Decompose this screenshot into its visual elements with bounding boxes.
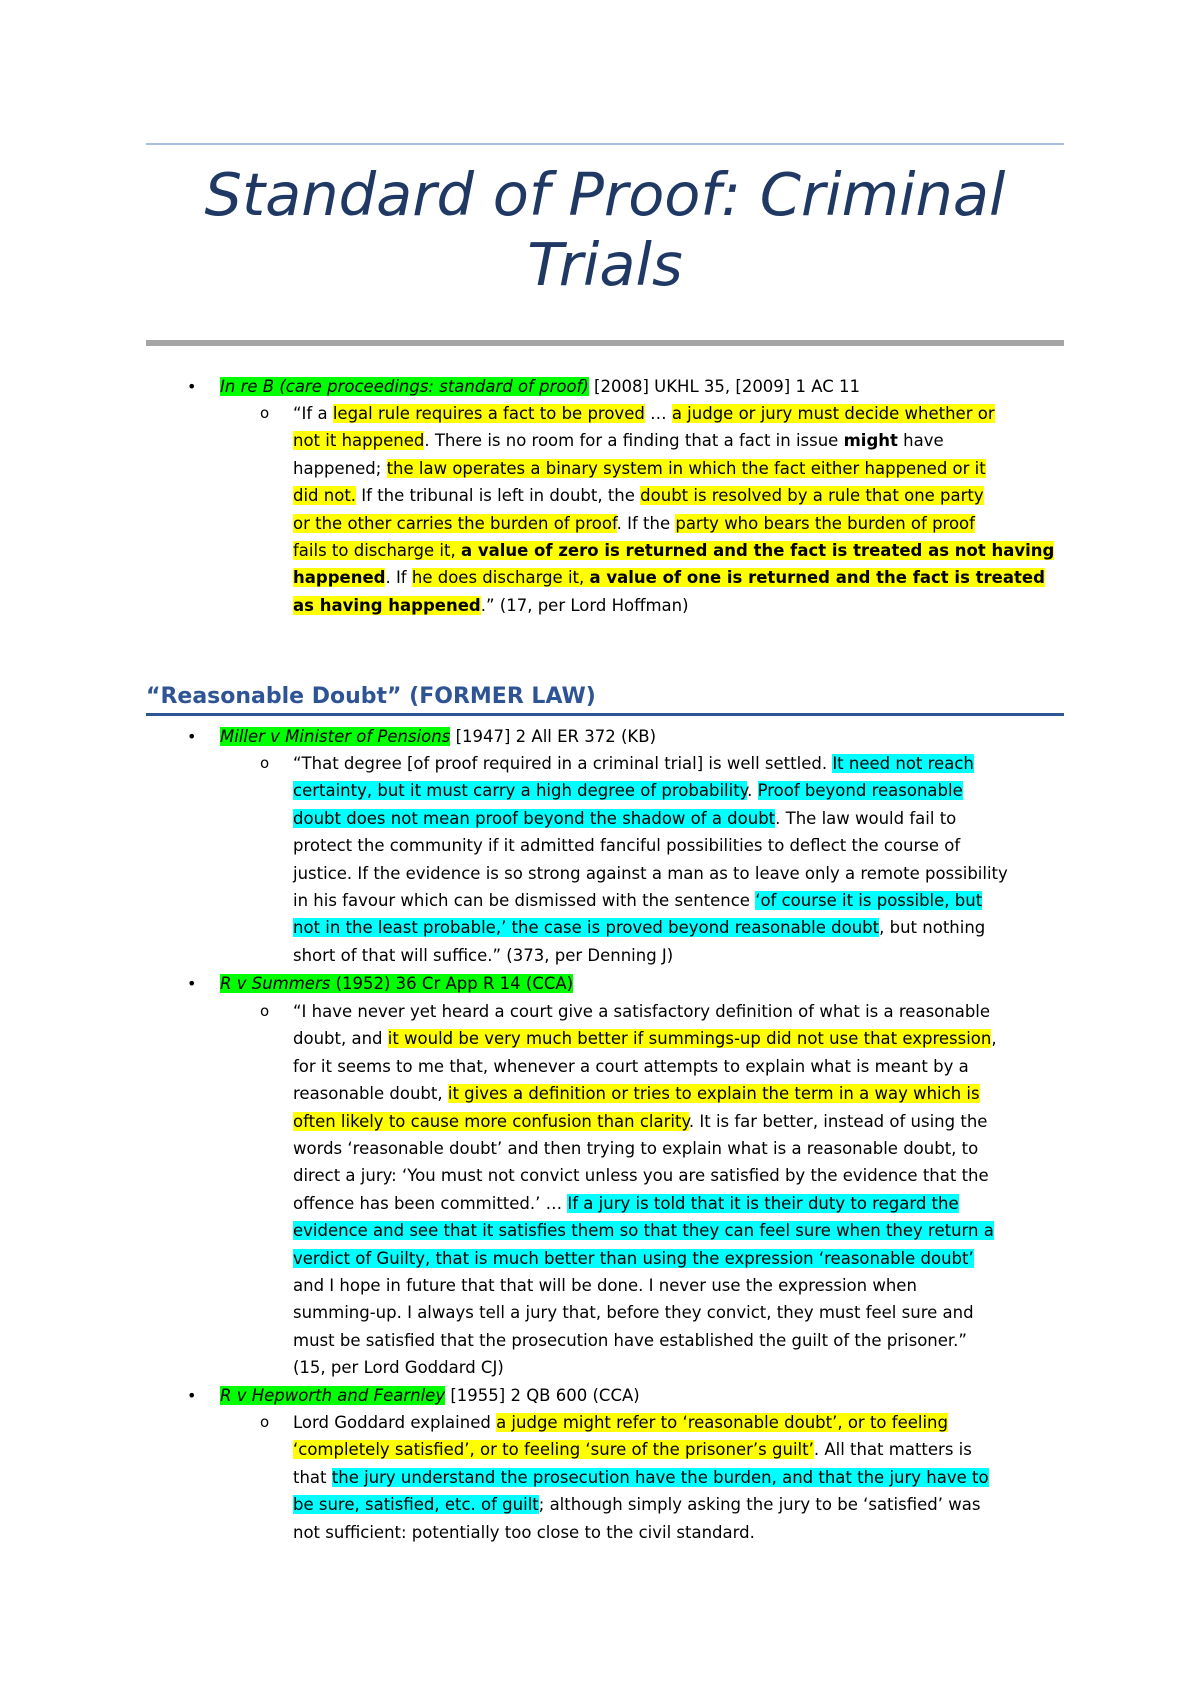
quote-line (293, 1272, 1063, 1299)
quote-line (293, 455, 1063, 482)
quote-text-run: it would be very much better if summings-up did not use that expression (387, 1029, 992, 1049)
section-heading-rule (146, 713, 1064, 716)
quote-line (293, 482, 1063, 509)
quote-line (293, 887, 1063, 914)
quote-line (293, 1519, 1063, 1546)
quote-line (293, 564, 1063, 591)
quote-line (293, 1190, 1063, 1217)
quote-text-run: ‘of course it is possible, but (755, 891, 983, 911)
case-citation: (1952) 36 Cr App R 14 (CCA) (330, 974, 574, 993)
quote-text-run: . The law would fail to (775, 808, 957, 828)
case-quote-hepworth (260, 1409, 1063, 1546)
case-name-highlight (220, 974, 573, 993)
quote-line (293, 1354, 1063, 1381)
quote-text-run: have (897, 431, 944, 451)
case-entry-summers (187, 970, 574, 997)
quote-text-run: protect the community if it admitted fanciful possibilities to deflect the course of (293, 836, 961, 856)
bullet-icon: • (187, 974, 197, 993)
quote-text-run: a judge might refer to ‘reasonable doubt’, or to feeling (496, 1413, 948, 1432)
title-underline-rule (146, 340, 1064, 346)
case-name: R v Summers (220, 974, 331, 993)
quote-text-run: happened; (293, 458, 387, 478)
quote-text-run: might (843, 431, 898, 451)
quote-line (293, 860, 1063, 887)
quote-text-run: a value of one is returned and the fact is treated (589, 568, 1045, 588)
case-entry-hepworth (187, 1382, 640, 1409)
quote-line (293, 510, 1063, 537)
quote-text-run: not it happened (293, 431, 425, 451)
quote-line (293, 1491, 1063, 1518)
quote-text-run: Proof beyond reasonable (757, 781, 963, 801)
quote-text-run: he does discharge it, (411, 568, 590, 588)
page-title (146, 160, 1064, 300)
case-name-text: R v Hepworth and Fearnley (220, 1386, 446, 1405)
sub-bullet-icon: o (260, 754, 270, 772)
quote-text-run: that (293, 1467, 332, 1487)
sub-bullet-icon: o (260, 1002, 270, 1020)
quote-line (293, 1327, 1063, 1354)
quote-text-run: fails to discharge it, (293, 541, 461, 561)
quote-line (293, 400, 1063, 427)
case-entry-in-re-b (187, 373, 860, 400)
quote-line (293, 942, 1063, 969)
quote-text-run: and I hope in future that that will be done. I never use the expression when (293, 1276, 917, 1296)
case-citation: [1955] 2 QB 600 (CCA) (445, 1386, 640, 1405)
quote-text-run: short of that will suffice.” (373, per Denning J) (293, 945, 674, 965)
quote-text-run: , but nothing (879, 918, 986, 938)
quote-text-run: or the other carries the burden of proof (293, 513, 617, 533)
quote-line (293, 1245, 1063, 1272)
case-name-text: Miller v Minister of Pensions (220, 727, 451, 746)
title-line-2: Trials (527, 230, 683, 299)
quote-text-run: legal rule requires a fact to be proved (332, 404, 645, 423)
quote-text-run: , (991, 1029, 997, 1049)
quote-line (293, 777, 1063, 804)
quote-text-run: … (644, 404, 672, 423)
quote-line (293, 1464, 1063, 1491)
quote-line (293, 832, 1063, 859)
case-name (220, 727, 450, 746)
quote-text-run: ‘completely satisfied’, or to feeling ‘sure of the prisoner’s guilt’ (293, 1440, 814, 1460)
quote-line (293, 1217, 1063, 1244)
case-citation: [2008] UKHL 35, [2009] 1 AC 11 (588, 377, 860, 396)
quote-line (293, 1299, 1063, 1326)
quote-text-run: happened (293, 568, 386, 588)
bullet-icon: • (187, 727, 197, 746)
quote-line (293, 1162, 1063, 1189)
quote-text-run: party who bears the burden of proof (675, 513, 975, 533)
quote-text-run: reasonable doubt, (293, 1084, 448, 1104)
quote-line (293, 1053, 1063, 1080)
quote-text-run: evidence and see that it satisfies them so that they can feel sure when they return a (293, 1221, 994, 1241)
quote-text-run: . (747, 781, 758, 801)
quote-text-run: it gives a definition or tries to explain the term in a way which is (447, 1084, 980, 1104)
quote-text-run: If a jury is told that it is their duty to regard the (567, 1193, 959, 1213)
quote-text-run: must be satisfied that the prosecution have established the guilt of the prisoner.” (293, 1330, 967, 1350)
quote-text-run: the jury understand the prosecution have the burden, and that the jury have to (331, 1467, 989, 1487)
quote-line (293, 805, 1063, 832)
quote-text-run: “That degree [of proof required in a criminal trial] is well settled. (293, 754, 833, 773)
quote-text-run: the law operates a binary system in which the fact either happened or it (386, 458, 986, 478)
quote-text-run: doubt does not mean proof beyond the shadow of a doubt (293, 808, 776, 828)
title-line-1: Standard of Proof: Criminal (204, 160, 1006, 229)
section-heading: “Reasonable Doubt” (FORMER LAW) (146, 684, 596, 709)
quote-line (293, 592, 1063, 619)
case-entry-miller (187, 723, 657, 750)
quote-text-run: certainty, but it must carry a high degree of probability (293, 781, 748, 801)
quote-line (293, 1135, 1063, 1162)
quote-text-run: “If a (293, 404, 333, 423)
quote-line (293, 427, 1063, 454)
quote-text-run: words ‘reasonable doubt’ and then trying to explain what is a reasonable doubt, to (293, 1139, 979, 1159)
quote-text-run: ; although simply asking the jury to be ‘satisfied’ was (538, 1495, 981, 1515)
quote-text-run: It need not reach (832, 754, 974, 773)
quote-text-run: . All that matters is (813, 1440, 972, 1460)
case-name (220, 377, 589, 396)
quote-text-run: for it seems to me that, whenever a court attempts to explain what is meant by a (293, 1056, 969, 1076)
quote-line (293, 1436, 1063, 1463)
case-quote-miller (260, 750, 1063, 969)
quote-text-run: If the tribunal is left in doubt, the (356, 486, 641, 506)
quote-text-run: doubt, and (293, 1029, 388, 1049)
quote-text-run: not sufficient: potentially too close to the civil standard. (293, 1522, 755, 1542)
quote-text-run: direct a jury: ‘You must not convict unless you are satisfied by the evidence that the (293, 1166, 989, 1186)
bullet-icon: • (187, 377, 197, 396)
quote-text-run: often likely to cause more confusion than clarity (293, 1111, 689, 1131)
sub-bullet-icon: o (260, 404, 270, 422)
quote-line (293, 998, 1063, 1025)
case-citation: [1947] 2 All ER 372 (KB) (450, 727, 657, 746)
quote-text-run: .” (17, per Lord Hoffman) (480, 595, 689, 615)
case-name (220, 1386, 445, 1405)
case-quote-in-re-b (260, 400, 1063, 619)
quote-text-run: Lord Goddard explained (293, 1413, 497, 1432)
quote-text-run: doubt is resolved by a rule that one party (640, 486, 984, 506)
quote-text-run: . If (385, 568, 412, 588)
quote-line (293, 537, 1063, 564)
quote-text-run: offence has been committed.’ … (293, 1193, 568, 1213)
quote-text-run: “I have never yet heard a court give a satisfactory definition of what is a reasonable (293, 1002, 991, 1021)
quote-line (293, 750, 1063, 777)
quote-text-run: a value of zero is returned and the fact is treated as not having (460, 541, 1055, 561)
quote-text-run: in his favour which can be dismissed with the sentence (293, 891, 756, 911)
quote-text-run: verdict of Guilty, that is much better than using the expression ‘reasonable doubt’ (293, 1248, 974, 1268)
case-name-text: In re B (care proceedings: standard of proof) (220, 377, 589, 396)
quote-line (293, 1080, 1063, 1107)
quote-text-run: justice. If the evidence is so strong against a man as to leave only a remote possibility (293, 863, 1008, 883)
quote-line (293, 914, 1063, 941)
quote-text-run: be sure, satisfied, etc. of guilt (293, 1495, 539, 1515)
quote-line (293, 1025, 1063, 1052)
sub-bullet-icon: o (260, 1413, 270, 1431)
quote-text-run: as having happened (293, 595, 481, 615)
quote-text-run: not in the least probable,’ the case is proved beyond reasonable doubt (293, 918, 880, 938)
quote-text-run: a judge or jury must decide whether or (671, 404, 995, 423)
quote-text-run: summing-up. I always tell a jury that, before they convict, they must feel sure and (293, 1303, 974, 1323)
quote-text-run: . It is far better, instead of using the (688, 1111, 988, 1131)
quote-text-run: . There is no room for a finding that a fact in issue (424, 431, 844, 451)
quote-line (293, 1108, 1063, 1135)
quote-text-run: did not. (293, 486, 357, 506)
case-quote-summers (260, 998, 1063, 1382)
top-border-rule (146, 143, 1064, 145)
quote-text-run: (15, per Lord Goddard CJ) (293, 1358, 504, 1378)
bullet-icon: • (187, 1386, 197, 1405)
quote-line (293, 1409, 1063, 1436)
quote-text-run: . If the (616, 513, 676, 533)
